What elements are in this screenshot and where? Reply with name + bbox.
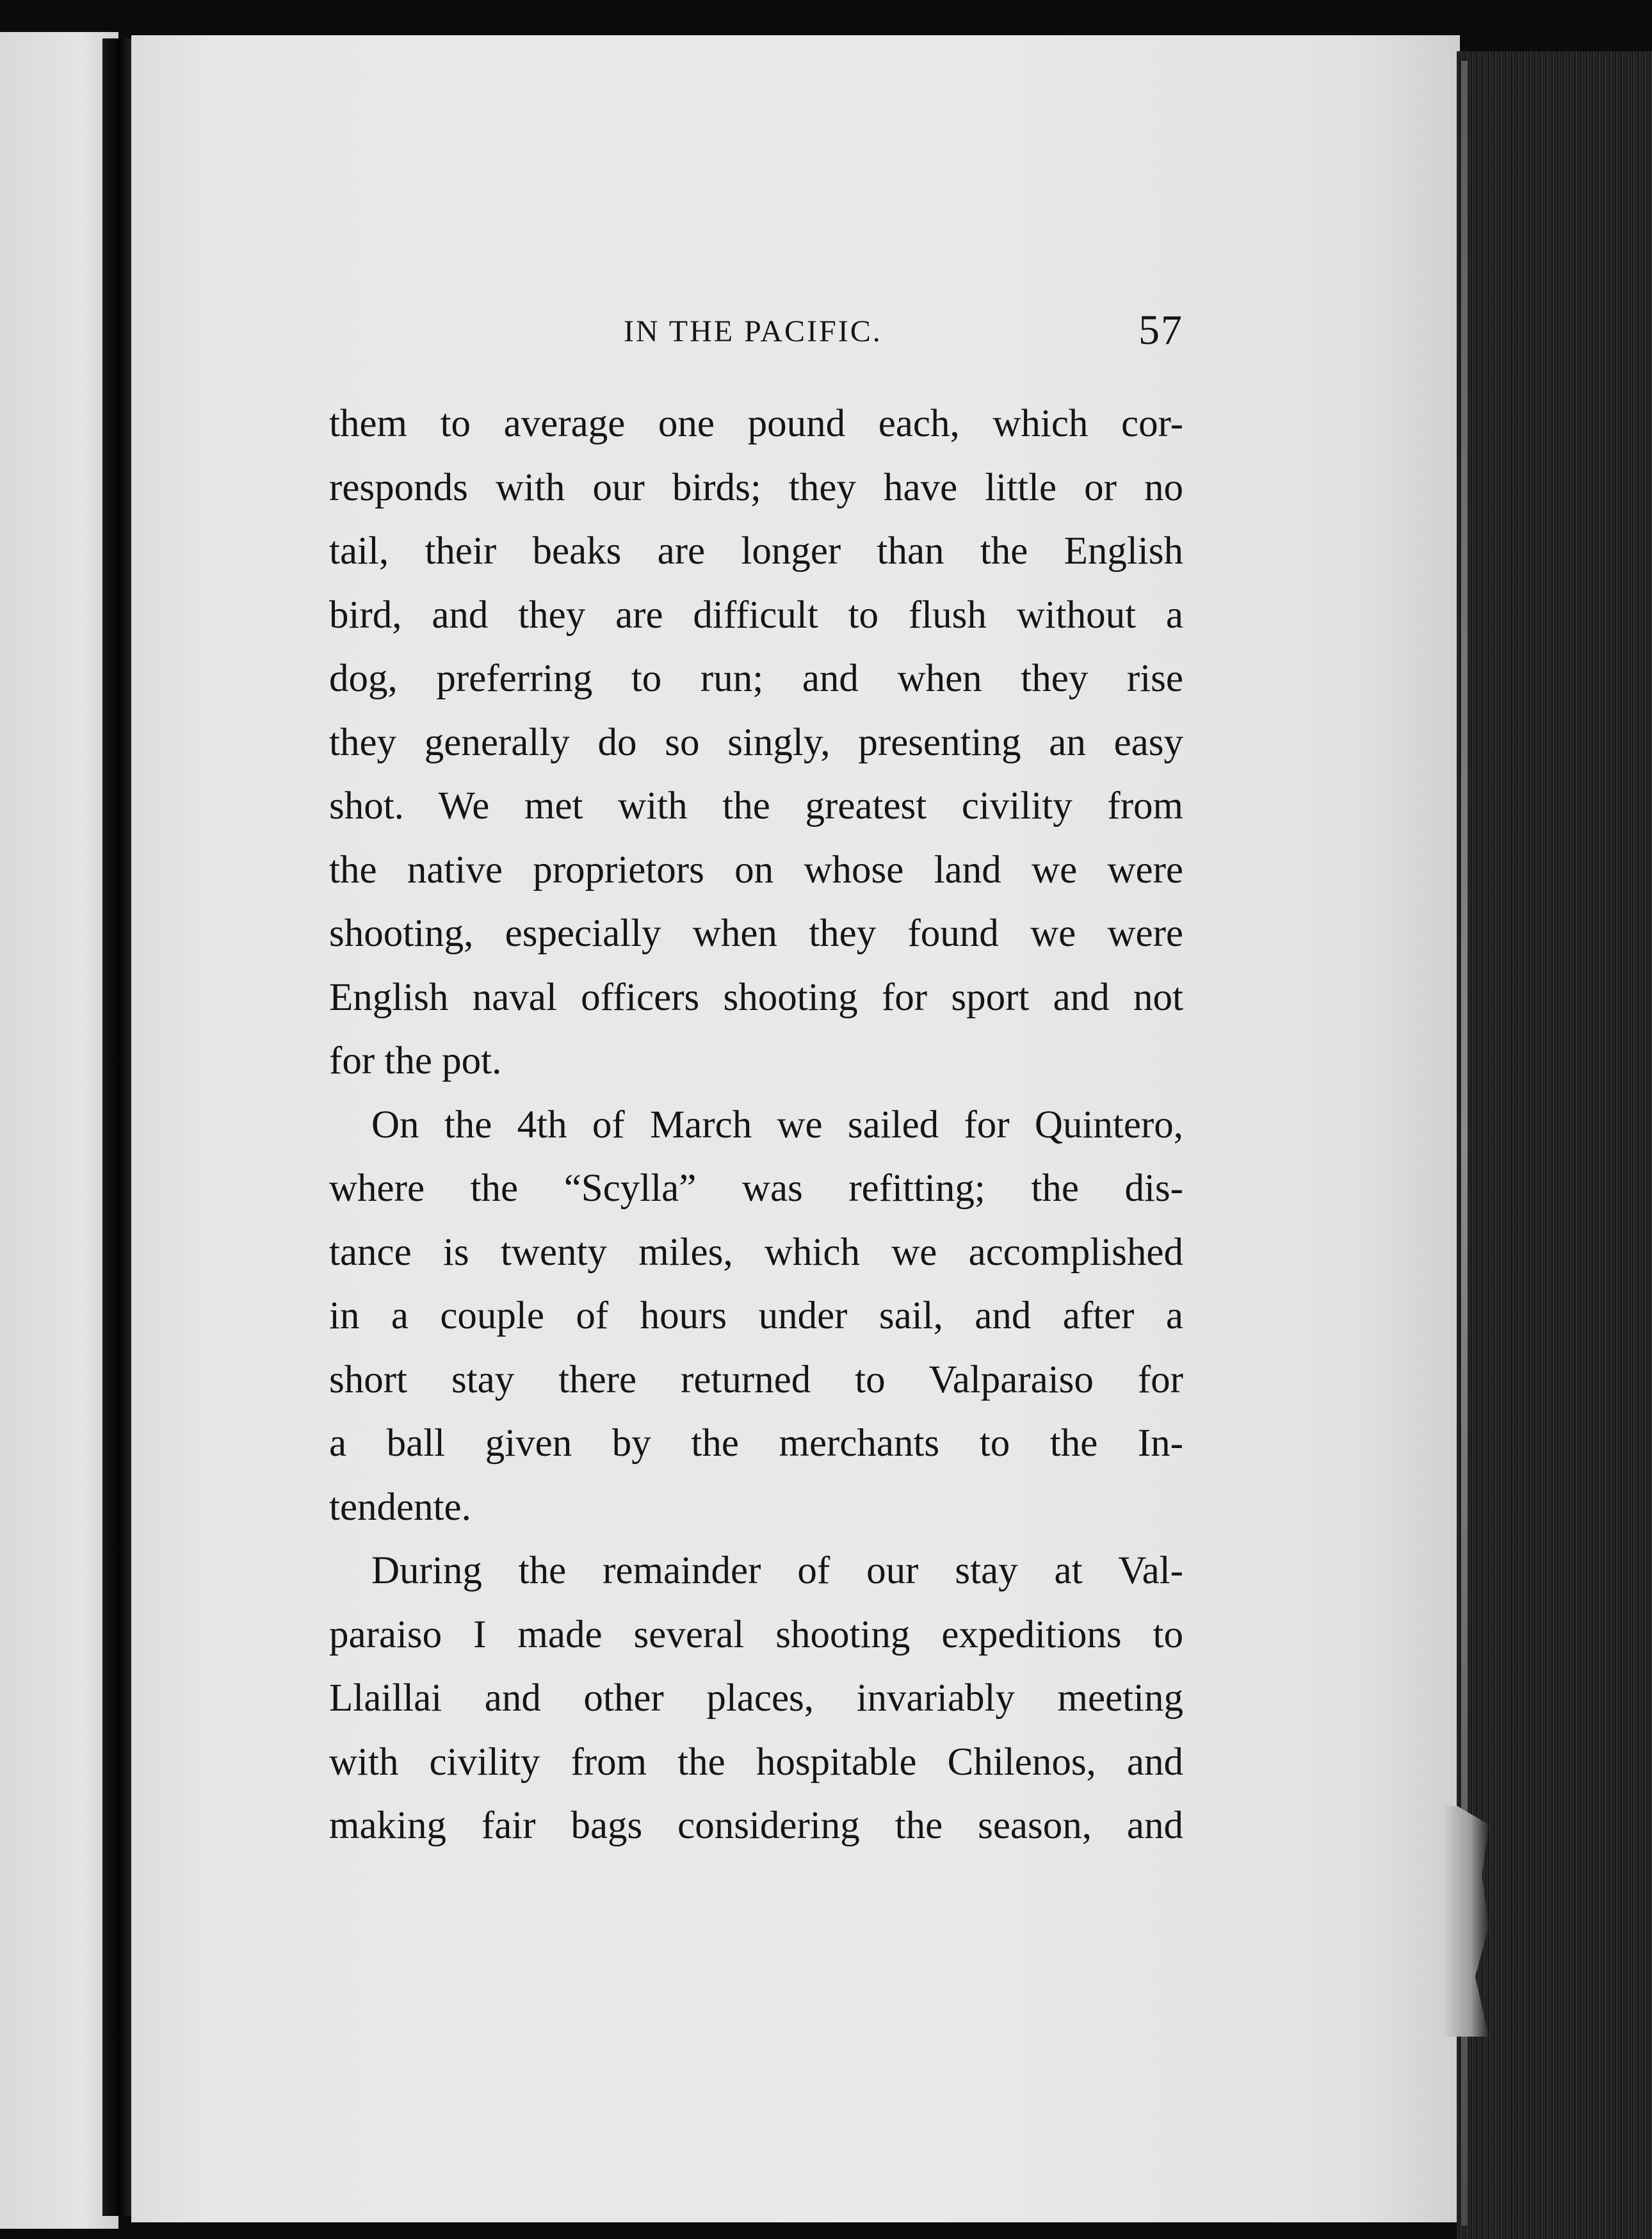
text-block [329, 301, 1183, 1858]
text-line: bird, and they are difficult to flush without a [329, 593, 1183, 637]
text-line: tail, their beaks are longer than the English [329, 530, 1183, 573]
text-line: dog, preferring to run; and when they rise [329, 657, 1183, 700]
paragraph-1 [329, 392, 1183, 1093]
text-line: a ball given by the merchants to the In- [329, 1422, 1183, 1465]
text-line: the native proprietors on whose land we were [329, 848, 1183, 892]
paragraph-3 [329, 1539, 1183, 1858]
text-line: in a couple of hours under sail, and after a [329, 1294, 1183, 1337]
text-line: shot. We met with the greatest civility from [329, 785, 1183, 827]
paragraph-2 [329, 1093, 1183, 1540]
page-number: 57 [1138, 307, 1183, 354]
text-line: Llaillai and other places, invariably meeting [329, 1677, 1183, 1720]
text-line: shooting, especially when they found we were [329, 912, 1183, 955]
text-line: making fair bags considering the season, and [329, 1804, 1183, 1847]
text-line: short stay there returned to Valparaiso for [329, 1358, 1183, 1401]
text-line: them to average one pound each, which cor- [329, 402, 1183, 445]
text-line: where the “Scylla” was refitting; the dis- [329, 1167, 1183, 1210]
text-line: for the pot. [329, 1039, 502, 1082]
text-line: tance is twenty miles, which we accomplished [329, 1230, 1183, 1274]
text-line: On the 4th of March we sailed for Quintero, [371, 1103, 1183, 1146]
text-line: they generally do so singly, presenting an easy [329, 721, 1183, 764]
text-line: tendente. [329, 1485, 471, 1529]
running-head [329, 301, 1183, 352]
body-text [329, 392, 1183, 1858]
text-line: responds with our birds; they have little or no [329, 466, 1183, 509]
text-line: English naval officers shooting for sport and not [329, 975, 1183, 1019]
text-line: During the remainder of our stay at Val- [371, 1549, 1183, 1592]
previous-page-edge [0, 32, 118, 2229]
text-line: with civility from the hospitable Chilenos, and [329, 1740, 1183, 1784]
running-title: IN THE PACIFIC. [624, 314, 882, 348]
text-line: paraiso I made several shooting expeditions to [329, 1613, 1183, 1656]
